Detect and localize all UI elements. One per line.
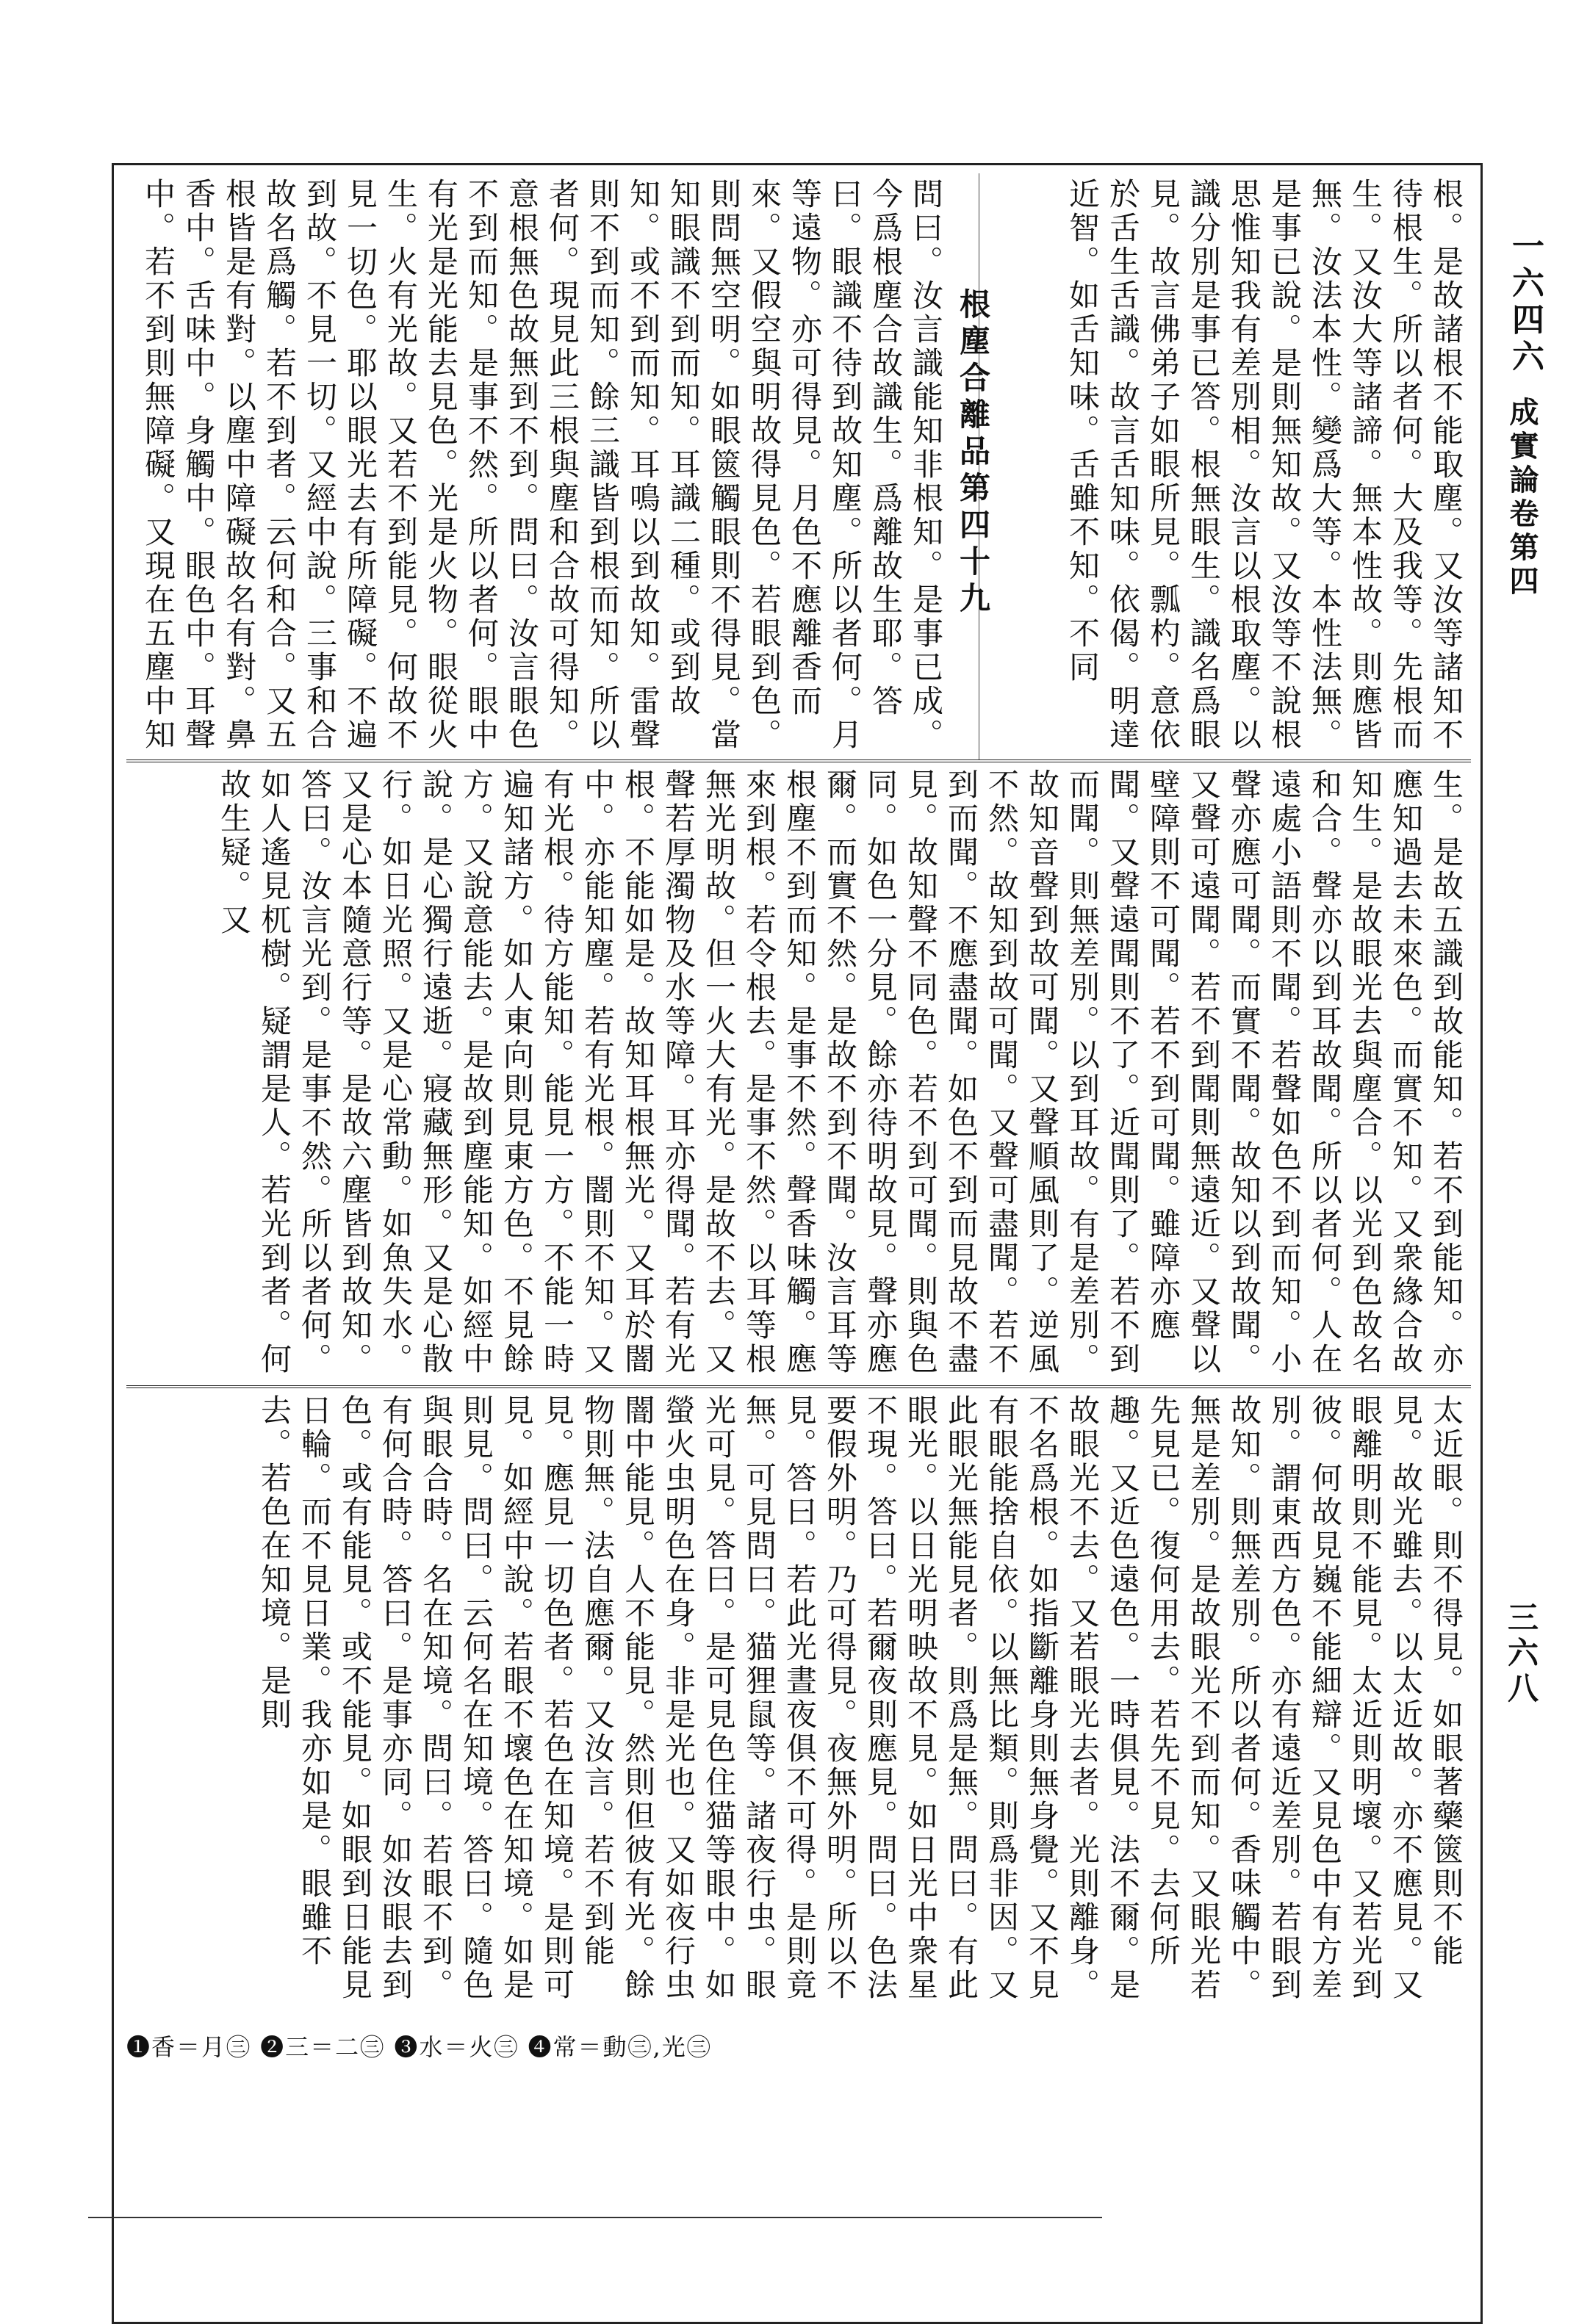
chapter-heading-block: [949, 178, 993, 755]
running-title: 成實論卷第四: [1505, 397, 1539, 599]
chapter-title: 根塵合離品第四十九: [955, 288, 991, 618]
page-number: 一六四六: [1506, 229, 1544, 376]
bottom-text: 太近眼。則不得見。如眼著藥篋則不能見。故光雖去。以太近故。亦不應見。又眼離明則不能見。太近則明壞。又若光到彼。何故見巍不能細辯。又見色中有方差別。謂東西方色。亦有遠近差別。若眼到故知。則無差別。所以者何。香味觸中。無是差別。是故眼光不到而知。又眼光若先見已。復何用去。若先不見。去何所趣。又近色遠色。一時俱見。法不爾。是故眼光不去。又若眼光去者。光則離身。不名爲根。如指斷離身則無身覺。又不見有眼能捨自依。以無比類。則爲非因。又此眼光無能見者。則爲是無。問曰。有此眼光。以日光明映故不見。如日光中衆星不現。答曰。若爾夜則應見。問曰。色法要假外明。乃可得見。夜無外明。所以不見。答曰。若此光晝夜俱不可得。是則竟無。可見問曰。猫狸鼠等。諸夜行虫。眼光可見。答曰。是可見色住猫等眼中。如螢火虫明色在身。非是光也。又如夜行虫闇中能見。人不能見。然則但彼有光。餘物則無。法自應爾。又汝言。若不到能見。應見一切色者。若色在知境。是則可見。如經中說。若眼不壞色在知境。如是則見。問曰。云何名在知境。答曰。隨色與眼合時。名在知境。問曰。若眼不到。有何合時。答曰。是事亦同。如汝眼去到色。或有能見。或不能見。如眼到日能見日輪。而不見日業。我亦如是。眼雖不去。若色在知境。是則: [256, 1394, 1464, 2002]
top-right-block: [993, 178, 1467, 755]
middle-text: 生。是故五識到故能知。若不到能知。亦應知過去未來色。而實不知。又衆緣合故知生。是故眼光去與塵合。以光到色故名和合。聲亦以到耳故聞。所以者何。人在遠處小語則不聞。若聲如色不到而知。小聲亦應可聞。而實不聞。故知以到故聞。又聲可遠聞。若不到聞則無遠近。又聲以壁障則不可聞。若不到可聞。雖障亦應聞。又聲遠聞則不了。近聞則了。若不到而聞。則無差別。以到耳故。有是差別。故知音聲到故可聞。又聲順風則了。逆風不然。故知到故可聞。又聲可盡聞。若不到而聞。不應盡聞。如色不到而見故不盡見。故知聲不同色。若不到可聞。則與色同。如色一分見。餘亦待明故見。聲亦應爾。而實不然。是故不到不聞。汝言耳等根塵不到而知。是事不然。聲香味觸。應來到根。若令根去。是事不然。以耳等根無光明故。但一火大有光。是故不去。又聲若厚濁物及水等障。耳亦得聞。若有光根。不能如是。故知耳根無光。又耳於闇中。亦能知塵。若有光根。闇則不知。又有光根。待方能知。能見一方。不能一時遍知諸方。如人東向則見東方色。不見餘方。又說意能去。是故到塵能知。如經中說。是心獨行遠逝。寢藏無形。又是心散行。如日光照。又是心常動。如魚失水。又是心本隨意行等。是故六塵皆到故知。答曰。汝言光到。是事不然。所以者何。如人遙見杌樹。疑謂是人。若光到者。何故生疑。又: [216, 768, 1464, 1376]
top-left-text: 問曰。汝言識能知非根知。是事已成。今爲根塵合故識生。爲離故生耶。答曰。眼識不待到故知塵。所以者何。月等遠物。亦可得見。月色不應離香而來。又假空與明故得見色。若眼到色。則問無空明。如眼篋觸眼則不得見。當知眼識不到而知。耳識二種。或到故知。或不到而知。耳鳴以到故知。雷聲則不到而知。餘三識皆到根而知。所以者何。現見此三根與塵和合故可得知。意根無色故無到不到。問曰。汝言眼色不到而知。是事不然。所以者何。眼中有光是光能去見色。光是火物。眼從火生。火有光故。又若不到能見。何故不見一切色。耶以眼光去有所障礙。不遍到故。不見一切。又經中說。三事和合故名爲觸。若不到者。云何和合。又五根皆是有對。以塵中障礙故名有對。鼻香中。舌味中。身觸中。眼色中。耳聲中。若不到則無障礙。又現在五塵中知: [140, 178, 944, 752]
leaf-number: 三六八: [1503, 1601, 1539, 1707]
register-top: [126, 173, 1471, 762]
top-right-text: 根。是故諸根不能取塵。又汝等諸知不待根生。所以者何。大及我等。先根而生。又汝大等諸諦。無本性故。則應皆無。汝法本性。變爲大等。本性法無。是事已說。是則無知故。又汝等不說根思惟知我有差別相。汝言以根取塵。以識分別是事已答。根無眼生。識名爲眼見。故言佛弟子如眼所見。瓢杓。意依於舌生舌識。故言舌知味。依偈。明達近智。如舌知味。舌雖不知。不同: [1065, 178, 1464, 752]
middle-block: [131, 768, 1467, 1381]
footnotes: ❶香＝月㊂ ❷三＝二㊂ ❸水＝火㊂ ❹常＝動㊂,光㊂: [126, 2033, 712, 2061]
register-bottom: [126, 1390, 1471, 2023]
bottom-rule: [88, 2217, 1102, 2218]
register-middle: [126, 764, 1471, 1388]
bottom-block: [131, 1394, 1467, 2018]
top-left-block: [131, 178, 946, 755]
